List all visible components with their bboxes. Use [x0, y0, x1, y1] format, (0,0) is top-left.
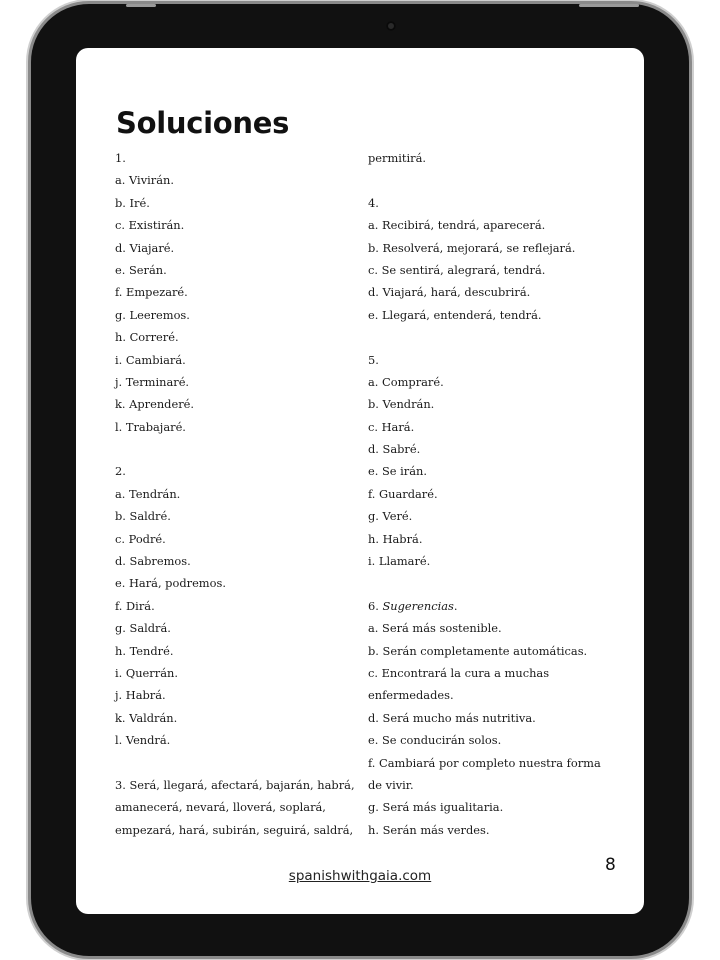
page — [76, 48, 644, 914]
section-6-suffix: . — [453, 598, 458, 613]
page-title: Soluciones — [116, 106, 290, 140]
answer-line: b. Saldré. — [115, 509, 171, 524]
answer-line: h. Tendré. — [115, 643, 174, 658]
answer-line: a. Recibirá, tendrá, aparecerá. — [368, 218, 546, 233]
right-column — [368, 147, 604, 841]
left-column — [115, 147, 355, 841]
answer-line: a. Vivirán. — [115, 173, 174, 188]
answer-line: c. Existirán. — [115, 218, 185, 233]
answer-line: b. Serán completamente automáticas. — [368, 643, 588, 658]
answer-line: permitirá. — [368, 151, 426, 165]
answer-line — [115, 752, 347, 774]
answer-line: f. Dirá. — [115, 598, 155, 613]
answer-line: 2. — [115, 464, 126, 479]
answer-line: i. Querrán. — [115, 665, 178, 680]
answer-line: j. Habrá. — [115, 688, 166, 703]
answer-line: i. Llamaré. — [368, 554, 431, 569]
answer-line: j. Terminaré. — [115, 374, 190, 389]
answer-line: e. Serán. — [115, 262, 167, 277]
answer-line — [368, 572, 604, 594]
answer-line — [368, 326, 604, 348]
answer-line: e. Se conducirán solos. — [368, 733, 502, 748]
page-number: 8 — [605, 855, 616, 875]
answer-line: d. Sabré. — [368, 442, 421, 457]
answer-line: f. Cambiará por completo nuestra forma — [368, 755, 601, 770]
answer-line: g. Veré. — [368, 509, 413, 524]
answer-line: b. Iré. — [115, 195, 150, 210]
answer-line: a. Compraré. — [368, 374, 444, 389]
answer-line: f. Guardaré. — [368, 486, 438, 501]
answer-line: c. Se sentirá, alegrará, tendrá. — [368, 262, 546, 277]
answer-line: enfermedades. — [368, 688, 454, 703]
answer-line: k. Aprenderé. — [115, 397, 195, 412]
answer-line: d. Sabremos. — [115, 554, 191, 569]
answer-line: h. Habrá. — [368, 531, 423, 546]
answer-line: c. Encontrará la cura a muchas — [368, 665, 550, 680]
answer-line: 3. Será, llegará, afectará, bajarán, habrá, — [115, 777, 355, 792]
answer-line: l. Vendrá. — [115, 733, 171, 748]
website-link[interactable]: spanishwithgaia.com — [288, 868, 432, 884]
answer-line — [115, 438, 347, 460]
section-6-number: 6. — [368, 598, 383, 613]
device-button — [126, 4, 156, 7]
answer-line: c. Hará. — [368, 419, 415, 434]
answer-line: e. Hará, podremos. — [115, 576, 226, 591]
answer-line: empezará, hará, subirán, seguirá, saldrá, — [115, 822, 354, 837]
answer-line: b. Vendrán. — [368, 397, 435, 412]
answer-line: e. Llegará, entenderá, tendrá. — [368, 307, 542, 322]
answer-line: de vivir. — [368, 777, 414, 792]
camera-icon — [386, 21, 396, 31]
answer-line: h. Serán más verdes. — [368, 822, 490, 837]
answer-line: 5. — [368, 352, 379, 367]
answer-line — [368, 169, 604, 191]
answer-line: g. Leeremos. — [115, 307, 190, 322]
answer-line: a. Será más sostenible. — [368, 621, 502, 636]
section-6-heading — [368, 595, 604, 617]
answer-line: k. Valdrán. — [115, 710, 178, 725]
answer-line: b. Resolverá, mejorará, se reflejará. — [368, 240, 576, 255]
answer-line: d. Será mucho más nutritiva. — [368, 710, 536, 725]
answer-line: 1. — [115, 151, 126, 165]
answer-line: f. Empezaré. — [115, 285, 188, 300]
answer-line: d. Viajará, hará, descubrirá. — [368, 285, 531, 300]
answer-line: amanecerá, nevará, lloverá, soplará, — [115, 800, 326, 815]
answer-line: h. Correré. — [115, 330, 179, 345]
section-6-label: Sugerencias — [382, 598, 454, 613]
answer-line: 4. — [368, 195, 379, 210]
device-button — [579, 4, 639, 7]
answer-line: g. Será más igualitaria. — [368, 800, 504, 815]
answer-line: e. Se irán. — [368, 464, 427, 479]
answer-line: l. Trabajaré. — [115, 419, 186, 434]
answer-line: a. Tendrán. — [115, 486, 181, 501]
answer-line: d. Viajaré. — [115, 240, 175, 255]
answer-line: c. Podré. — [115, 531, 166, 546]
answer-line: i. Cambiará. — [115, 352, 186, 367]
answer-line: g. Saldrá. — [115, 621, 171, 636]
